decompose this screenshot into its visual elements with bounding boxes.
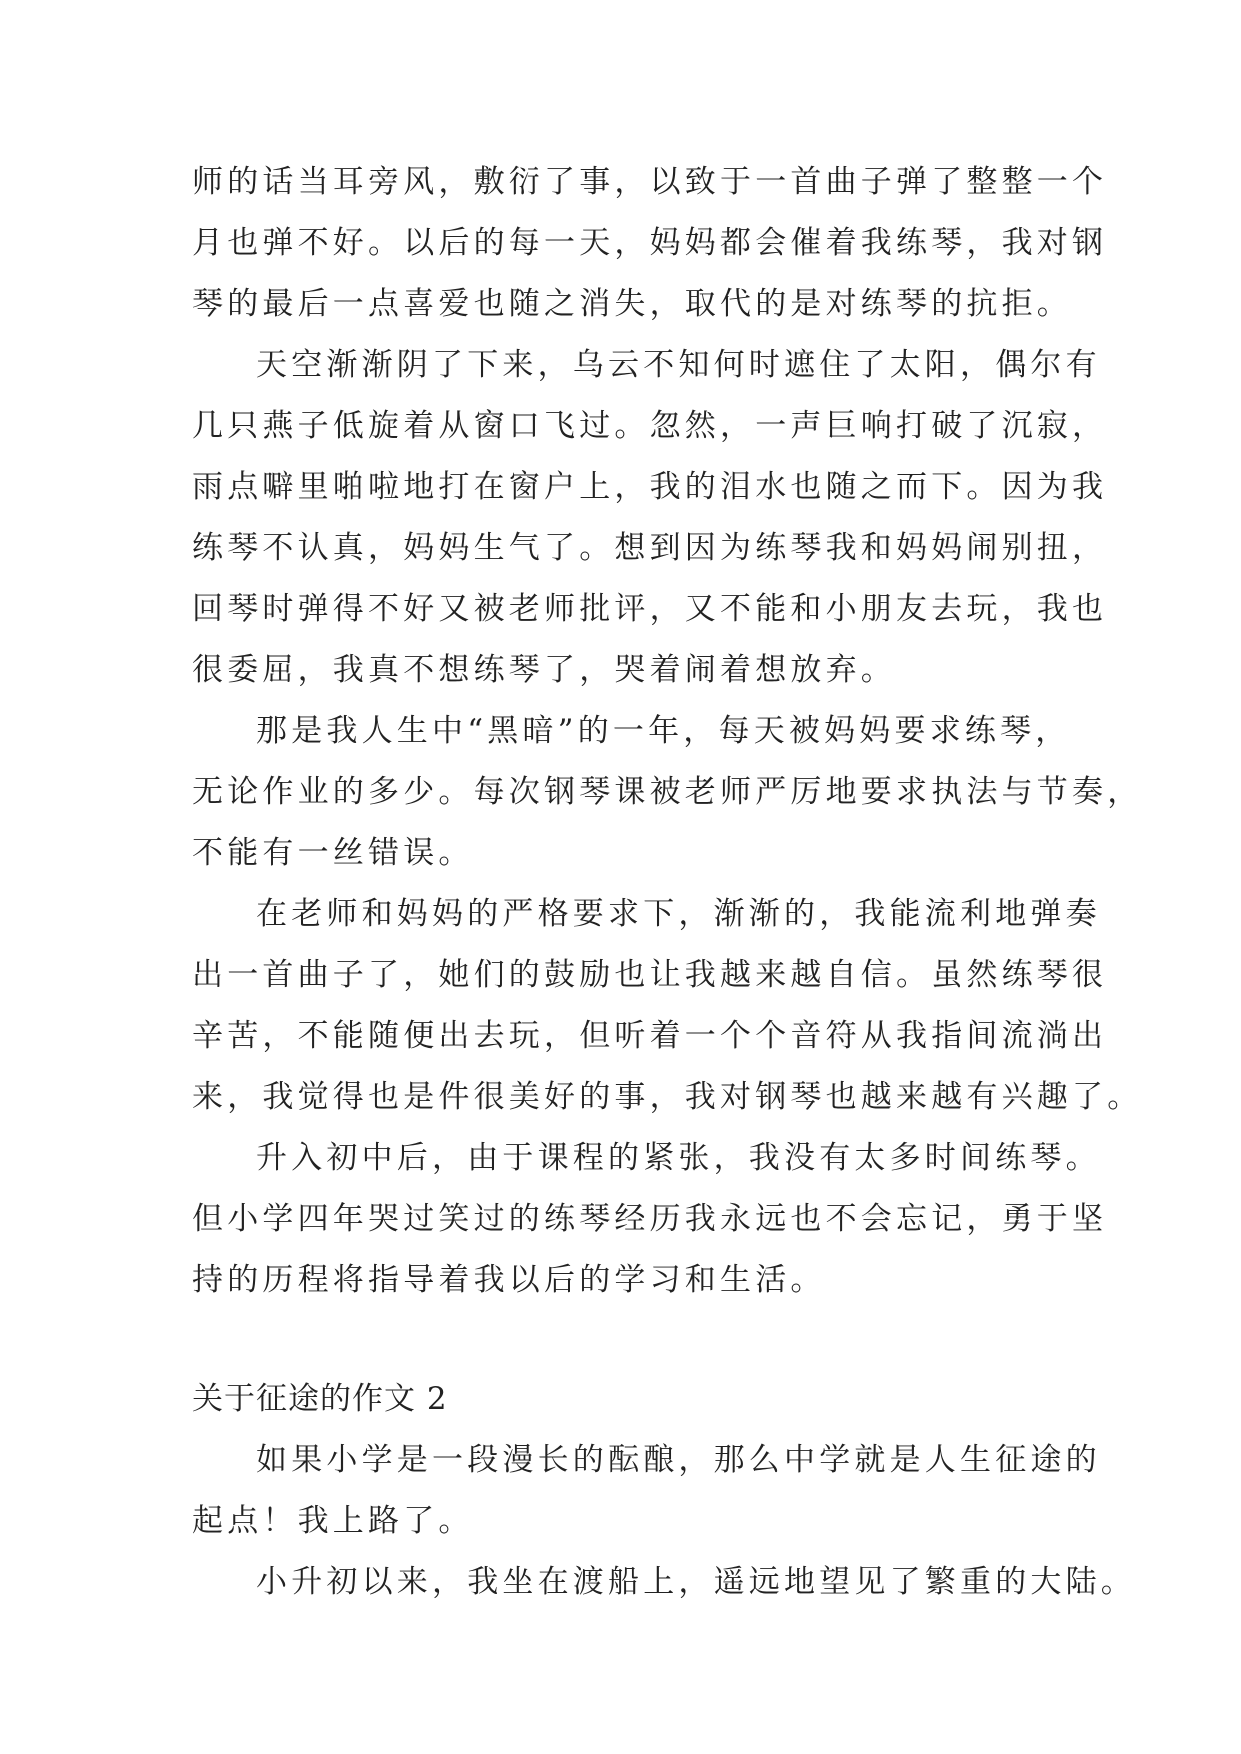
- paragraph: [192, 1552, 1136, 1613]
- text-line: 练琴不认真，妈妈生气了。想到因为练琴我和妈妈闹别扭，: [192, 530, 1108, 566]
- text-line: 师的话当耳旁风，敷衍了事，以致于一首曲子弹了整整一个: [192, 164, 1108, 200]
- text-line: 持的历程将指导着我以后的学习和生活。: [192, 1262, 826, 1298]
- text-line: 起点！我上路了。: [192, 1503, 474, 1539]
- text-line: 无论作业的多少。每次钢琴课被老师严厉地要求执法与节奏，: [192, 774, 1143, 810]
- section-gap: [192, 1311, 1062, 1369]
- text-line: 但小学四年哭过笑过的练琴经历我永远也不会忘记，勇于坚: [192, 1201, 1108, 1237]
- text-line: 琴的最后一点喜爱也随之消失，取代的是对练琴的抗拒。: [192, 286, 1072, 322]
- text-line: 如果小学是一段漫长的酝酿，那么中学就是人生征途的: [256, 1442, 1101, 1478]
- text-line: 不能有一丝错误。: [192, 835, 474, 871]
- document-body: [192, 152, 1143, 1613]
- paragraph: [192, 1128, 1108, 1311]
- text-line: 天空渐渐阴了下来，乌云不知何时遮住了太阳，偶尔有: [256, 347, 1101, 383]
- text-line: 月也弹不好。以后的每一天，妈妈都会催着我练琴，我对钢: [192, 225, 1108, 261]
- text-line: 雨点噼里啪啦地打在窗户上，我的泪水也随之而下。因为我: [192, 469, 1108, 505]
- text-line: 几只燕子低旋着从窗口飞过。忽然，一声巨响打破了沉寂，: [192, 408, 1108, 444]
- text-line: 很委屈，我真不想练琴了，哭着闹着想放弃。: [192, 652, 896, 688]
- text-line: 来，我觉得也是件很美好的事，我对钢琴也越来越有兴趣了。: [192, 1079, 1143, 1115]
- text-line: 那是我人生中“黑暗”的一年，每天被妈妈要求练琴，: [256, 713, 1071, 749]
- paragraph: [192, 335, 1108, 701]
- text-line: 在老师和妈妈的严格要求下，渐渐的，我能流利地弹奏: [256, 896, 1101, 932]
- text-line: 辛苦，不能随便出去玩，但听着一个个音符从我指间流淌出: [192, 1018, 1108, 1054]
- text-line: 回琴时弹得不好又被老师批评，又不能和小朋友去玩，我也: [192, 591, 1108, 627]
- section-heading: 关于征途的作文 2: [192, 1381, 448, 1417]
- text-line: 小升初以来，我坐在渡船上，遥远地望见了繁重的大陆。: [256, 1564, 1136, 1600]
- text-line: 升入初中后，由于课程的紧张，我没有太多时间练琴。: [256, 1140, 1101, 1176]
- paragraph: [192, 152, 1108, 335]
- paragraph: [192, 884, 1143, 1128]
- text-line: 出一首曲子了，她们的鼓励也让我越来越自信。虽然练琴很: [192, 957, 1108, 993]
- paragraph: [192, 1430, 1101, 1552]
- paragraph: [192, 701, 1143, 884]
